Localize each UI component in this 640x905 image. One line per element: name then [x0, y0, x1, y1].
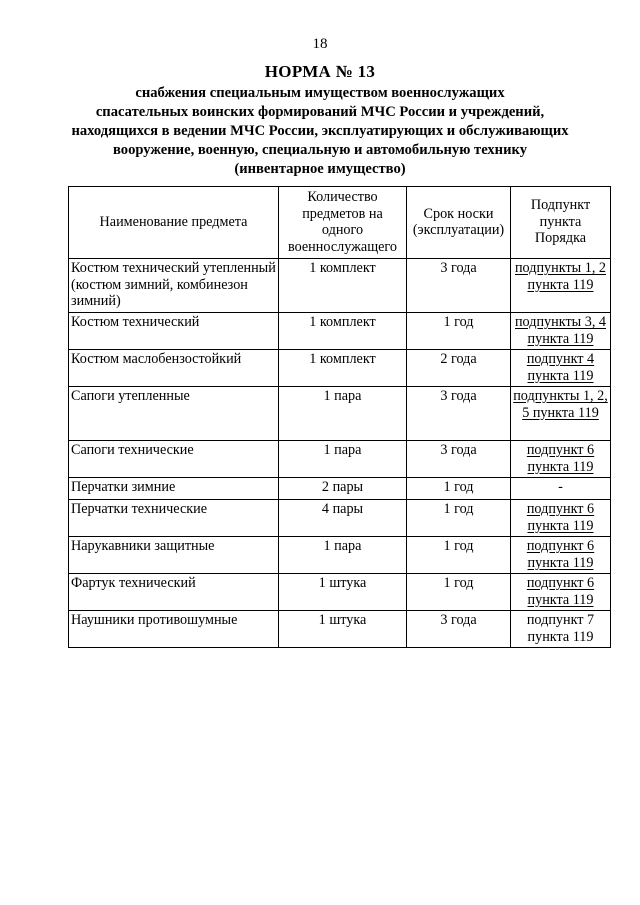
- cell-reference: [511, 574, 611, 611]
- cell-reference: [511, 313, 611, 350]
- cell-item-name: Костюм технический утепленный (костюм зимний, комбинезон зимний): [69, 259, 279, 313]
- cell-term: 1 год: [407, 537, 511, 574]
- header-term: Срок носки (эксплуатации): [407, 187, 511, 259]
- norm-subtitle-line: (инвентарное имущество): [234, 161, 406, 177]
- norm-subtitle-line: вооружение, военную, специальную и автомобильную технику: [113, 142, 527, 158]
- page-number: 18: [312, 36, 328, 52]
- norm-title-block: [40, 62, 600, 179]
- cell-reference-text: -: [558, 479, 563, 495]
- cell-term: 1 год: [407, 500, 511, 537]
- norm-title: НОРМА № 13: [264, 62, 376, 81]
- table-row: [69, 350, 611, 387]
- cell-reference-text: подпункты 1, 2, 5 пункта 119: [513, 388, 608, 421]
- table-row: [69, 387, 611, 441]
- cell-reference: [511, 500, 611, 537]
- norm-subtitle-line: находящихся в ведении МЧС России, эксплуатирующих и обслуживающих: [71, 123, 569, 139]
- cell-item-name: Нарукавники защитные: [69, 537, 279, 574]
- cell-item-name: Костюм маслобензостойкий: [69, 350, 279, 387]
- header-quantity: Количество предметов на одного военнослужащего: [279, 187, 407, 259]
- cell-reference-text: подпункты 3, 4 пункта 119: [514, 314, 607, 347]
- cell-quantity: 1 пара: [279, 387, 407, 441]
- cell-item-name: Сапоги утепленные: [69, 387, 279, 441]
- cell-item-name: Наушники противошумные: [69, 611, 279, 648]
- table-row: [69, 611, 611, 648]
- cell-reference-text: подпункт 6 пункта 119: [526, 501, 595, 534]
- table-row: [69, 574, 611, 611]
- cell-quantity: 1 пара: [279, 537, 407, 574]
- table-row: [69, 441, 611, 478]
- cell-reference: [511, 387, 611, 441]
- cell-reference: [511, 478, 611, 500]
- table-header-row: [69, 187, 611, 259]
- cell-reference-text: подпункт 4 пункта 119: [526, 351, 595, 384]
- cell-reference-text: подпункты 1, 2 пункта 119: [514, 260, 607, 293]
- cell-reference-text: подпункт 6 пункта 119: [526, 538, 595, 571]
- norm-table: [68, 186, 611, 648]
- cell-quantity: 2 пары: [279, 478, 407, 500]
- table-row: [69, 313, 611, 350]
- cell-term: 1 год: [407, 574, 511, 611]
- norm-subtitle-line: спасательных воинских формирований МЧС России и учреждений,: [95, 104, 545, 120]
- cell-reference: [511, 259, 611, 313]
- cell-reference: [511, 441, 611, 478]
- cell-reference: [511, 537, 611, 574]
- header-item-name: Наименование предмета: [69, 187, 279, 259]
- cell-reference-text: подпункт 6 пункта 119: [526, 575, 595, 608]
- cell-reference: [511, 350, 611, 387]
- cell-term: 3 года: [407, 611, 511, 648]
- cell-item-name: Перчатки технические: [69, 500, 279, 537]
- cell-item-name: Сапоги технические: [69, 441, 279, 478]
- cell-term: 1 год: [407, 478, 511, 500]
- table-row: [69, 259, 611, 313]
- cell-term: 3 года: [407, 387, 511, 441]
- table-row: [69, 478, 611, 500]
- table-row: [69, 500, 611, 537]
- cell-quantity: 1 штука: [279, 611, 407, 648]
- cell-reference: [511, 611, 611, 648]
- norm-subtitle-line: снабжения специальным имуществом военнослужащих: [135, 85, 505, 101]
- cell-quantity: 1 комплект: [279, 350, 407, 387]
- cell-quantity: 1 комплект: [279, 259, 407, 313]
- cell-term: 3 года: [407, 259, 511, 313]
- cell-quantity: 1 комплект: [279, 313, 407, 350]
- cell-item-name: Перчатки зимние: [69, 478, 279, 500]
- cell-reference-text: подпункт 6 пункта 119: [526, 442, 595, 475]
- cell-quantity: 1 пара: [279, 441, 407, 478]
- cell-term: 1 год: [407, 313, 511, 350]
- cell-term: 2 года: [407, 350, 511, 387]
- cell-quantity: 4 пары: [279, 500, 407, 537]
- cell-item-name: Фартук технический: [69, 574, 279, 611]
- cell-term: 3 года: [407, 441, 511, 478]
- table-row: [69, 537, 611, 574]
- cell-item-name: Костюм технический: [69, 313, 279, 350]
- cell-reference-text: подпункт 7 пункта 119: [526, 612, 595, 645]
- header-reference: Подпункт пункта Порядка: [511, 187, 611, 259]
- cell-quantity: 1 штука: [279, 574, 407, 611]
